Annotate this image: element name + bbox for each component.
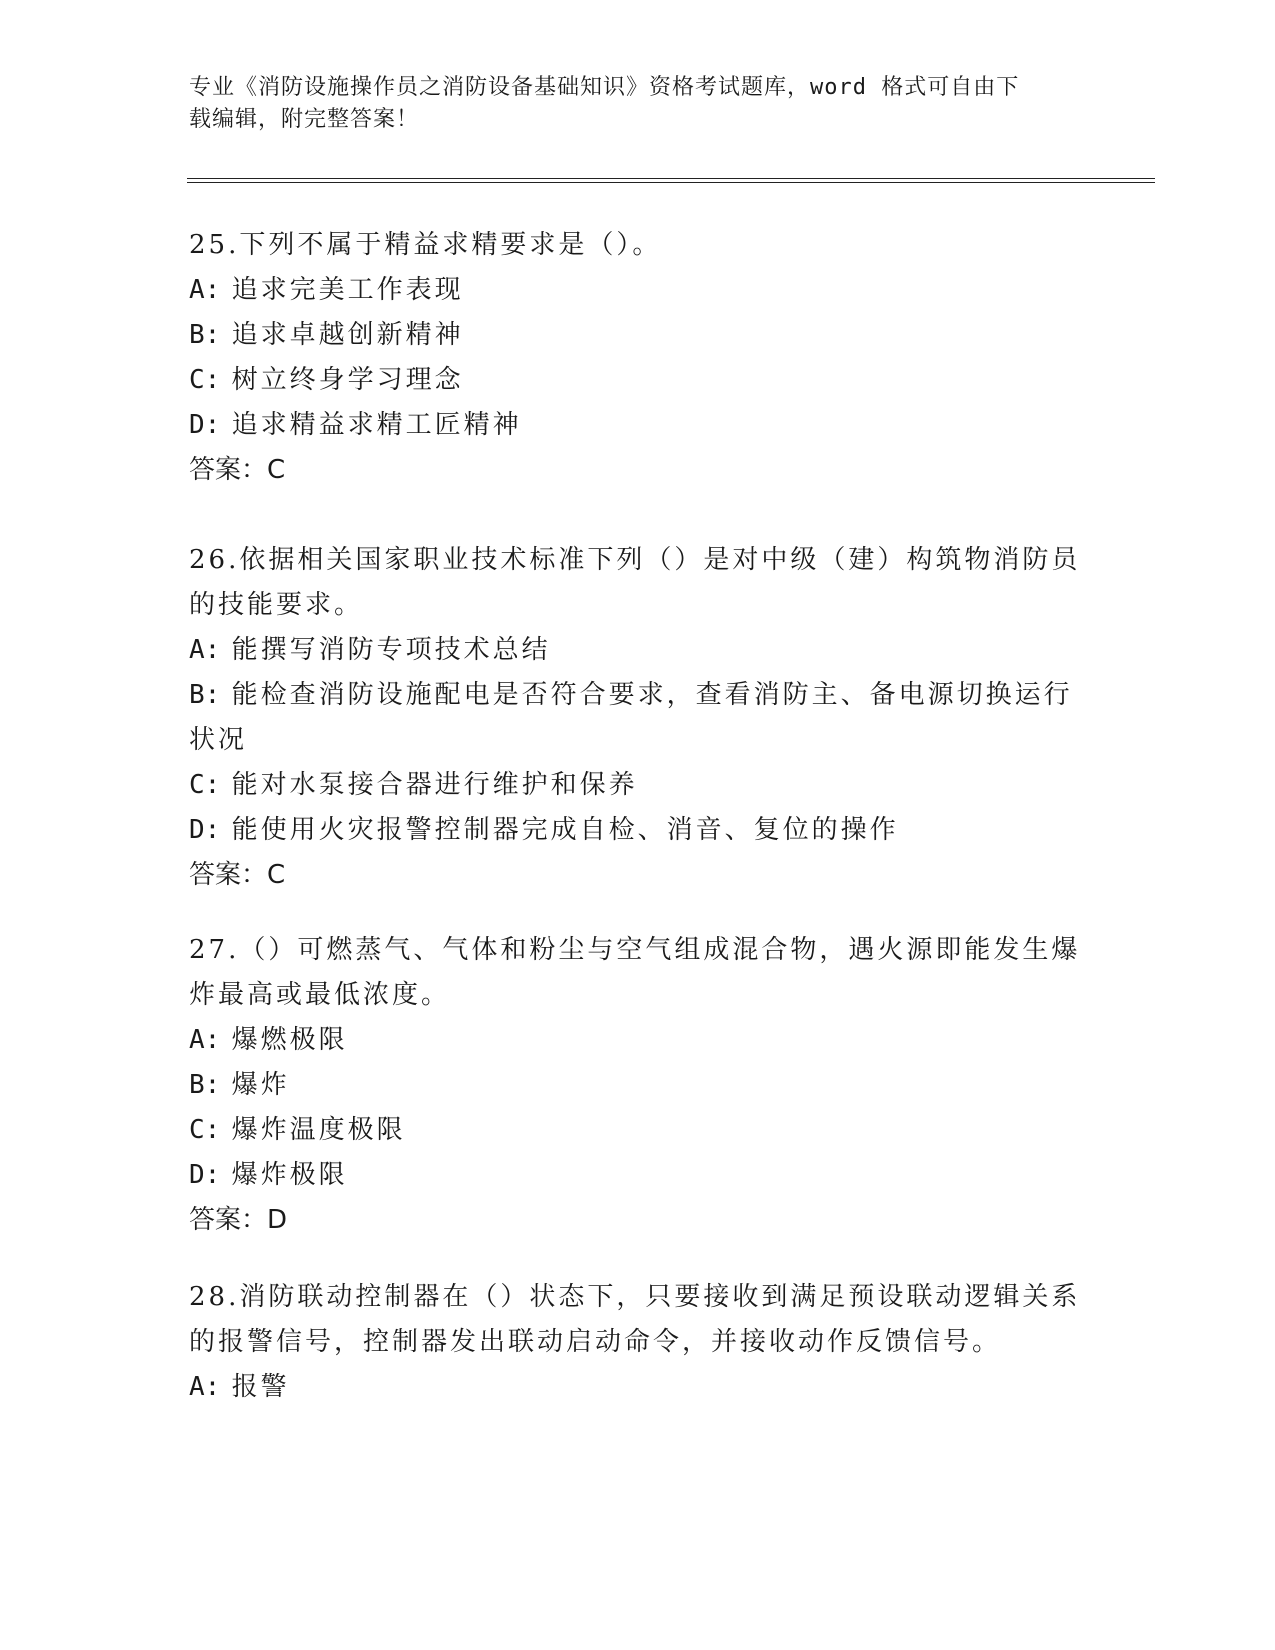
option-b: B: 能检查消防设施配电是否符合要求，查看消防主、备电源切换运行 (189, 680, 1073, 710)
answer: 答案：C (189, 455, 286, 485)
option-d: D: 能使用火灾报警控制器完成自检、消音、复位的操作 (189, 815, 899, 845)
option-d: D: 爆炸极限 (189, 1160, 348, 1190)
page-header (189, 72, 1069, 136)
option-b-continued: 状况 (189, 725, 248, 755)
option-d: D: 追求精益求精工匠精神 (189, 410, 522, 440)
option-a: A: 追求完美工作表现 (189, 275, 464, 305)
question-stem-line-1: 27.（）可燃蒸气、气体和粉尘与空气组成混合物，遇火源即能发生爆 (189, 935, 1081, 965)
option-a: A: 报警 (189, 1372, 290, 1402)
answer: 答案：C (189, 860, 286, 890)
question-26 (189, 538, 1089, 898)
question-25 (189, 223, 1089, 493)
option-c: C: 能对水泵接合器进行维护和保养 (189, 770, 638, 800)
question-28 (189, 1275, 1089, 1410)
question-stem-line-1: 26.依据相关国家职业技术标准下列（）是对中级（建）构筑物消防员 (189, 545, 1081, 575)
question-stem-line-1: 28.消防联动控制器在（）状态下，只要接收到满足预设联动逻辑关系 (189, 1282, 1081, 1312)
question-stem-line-2: 炸最高或最低浓度。 (189, 980, 451, 1010)
option-c: C: 爆炸温度极限 (189, 1115, 406, 1145)
option-b: B: 追求卓越创新精神 (189, 320, 464, 350)
option-a: A: 能撰写消防专项技术总结 (189, 635, 551, 665)
option-c: C: 树立终身学习理念 (189, 365, 464, 395)
question-stem-line-2: 的报警信号，控制器发出联动启动命令，并接收动作反馈信号。 (189, 1327, 1002, 1357)
answer: 答案：D (189, 1205, 288, 1235)
option-a: A: 爆燃极限 (189, 1025, 348, 1055)
header-divider (187, 178, 1155, 183)
header-line-2: 载编辑，附完整答案！ (189, 107, 420, 132)
option-b: B: 爆炸 (189, 1070, 290, 1100)
question-stem-line-2: 的技能要求。 (189, 590, 364, 620)
question-27 (189, 928, 1089, 1243)
header-line-1: 专业《消防设施操作员之消防设备基础知识》资格考试题库，word 格式可自由下 (189, 75, 1020, 100)
question-stem: 25.下列不属于精益求精要求是（）。 (189, 230, 662, 260)
